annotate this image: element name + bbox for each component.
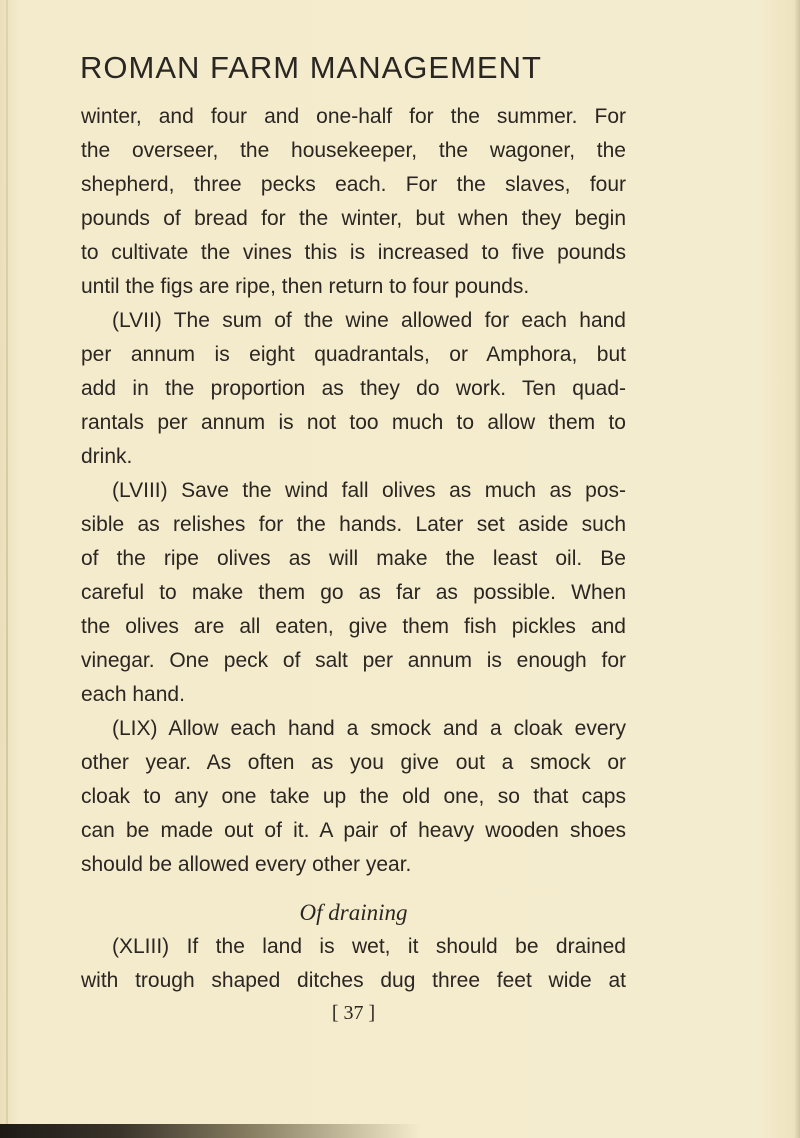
text-line: (LIX) Allow each hand a smock and a cloak every bbox=[112, 717, 626, 740]
text-line: shepherd, three pecks each. For the slaves, four bbox=[81, 173, 626, 196]
gutter-shadow bbox=[6, 0, 8, 1138]
text-line: can be made out of it. A pair of heavy wooden shoes bbox=[81, 819, 626, 842]
text-line: drink. bbox=[81, 445, 133, 468]
text-line: to cultivate the vines this is increased to five pounds bbox=[81, 241, 626, 264]
running-head: ROMAN FARM MANAGEMENT bbox=[80, 50, 542, 85]
text-line: the overseer, the housekeeper, the wagoner, the bbox=[81, 139, 626, 162]
text-line: (LVII) The sum of the wine allowed for each hand bbox=[112, 309, 626, 332]
text-line: careful to make them go as far as possible. When bbox=[81, 581, 626, 604]
section-heading: Of draining bbox=[299, 900, 408, 925]
text-line: sible as relishes for the hands. Later set aside such bbox=[81, 513, 626, 536]
text-line: add in the proportion as they do work. Ten quad- bbox=[81, 377, 626, 400]
text-line: rantals per annum is not too much to allow them to bbox=[81, 411, 626, 434]
text-line: of the ripe olives as will make the least oil. Be bbox=[81, 547, 626, 570]
text-line: cloak to any one take up the old one, so that caps bbox=[81, 785, 626, 808]
text-block-before-heading bbox=[81, 100, 626, 882]
text-line: the olives are all eaten, give them fish pickles and bbox=[81, 615, 626, 638]
text-block-after-heading bbox=[81, 930, 626, 998]
text-line: other year. As often as you give out a smock or bbox=[81, 751, 626, 774]
body-text bbox=[81, 100, 626, 1028]
text-line: should be allowed every other year. bbox=[81, 853, 412, 876]
text-line: (XLIII) If the land is wet, it should be drained bbox=[112, 935, 626, 958]
text-line: vinegar. One peck of salt per annum is enough for bbox=[81, 649, 626, 672]
page-edge-shadow bbox=[794, 0, 800, 1138]
text-line: (LVIII) Save the wind fall olives as much as pos- bbox=[112, 479, 626, 502]
text-line: per annum is eight quadrantals, or Amphora, but bbox=[81, 343, 626, 366]
text-line: winter, and four and one-half for the summer. For bbox=[81, 105, 626, 128]
text-line: until the figs are ripe, then return to four pounds. bbox=[81, 275, 530, 298]
page-number: [ 37 ] bbox=[331, 1002, 376, 1024]
text-line: with trough shaped ditches dug three feet wide at bbox=[81, 969, 626, 992]
text-line: each hand. bbox=[81, 683, 185, 706]
text-line: pounds of bread for the winter, but when they begin bbox=[81, 207, 626, 230]
bottom-edge-shadow bbox=[0, 1124, 800, 1138]
